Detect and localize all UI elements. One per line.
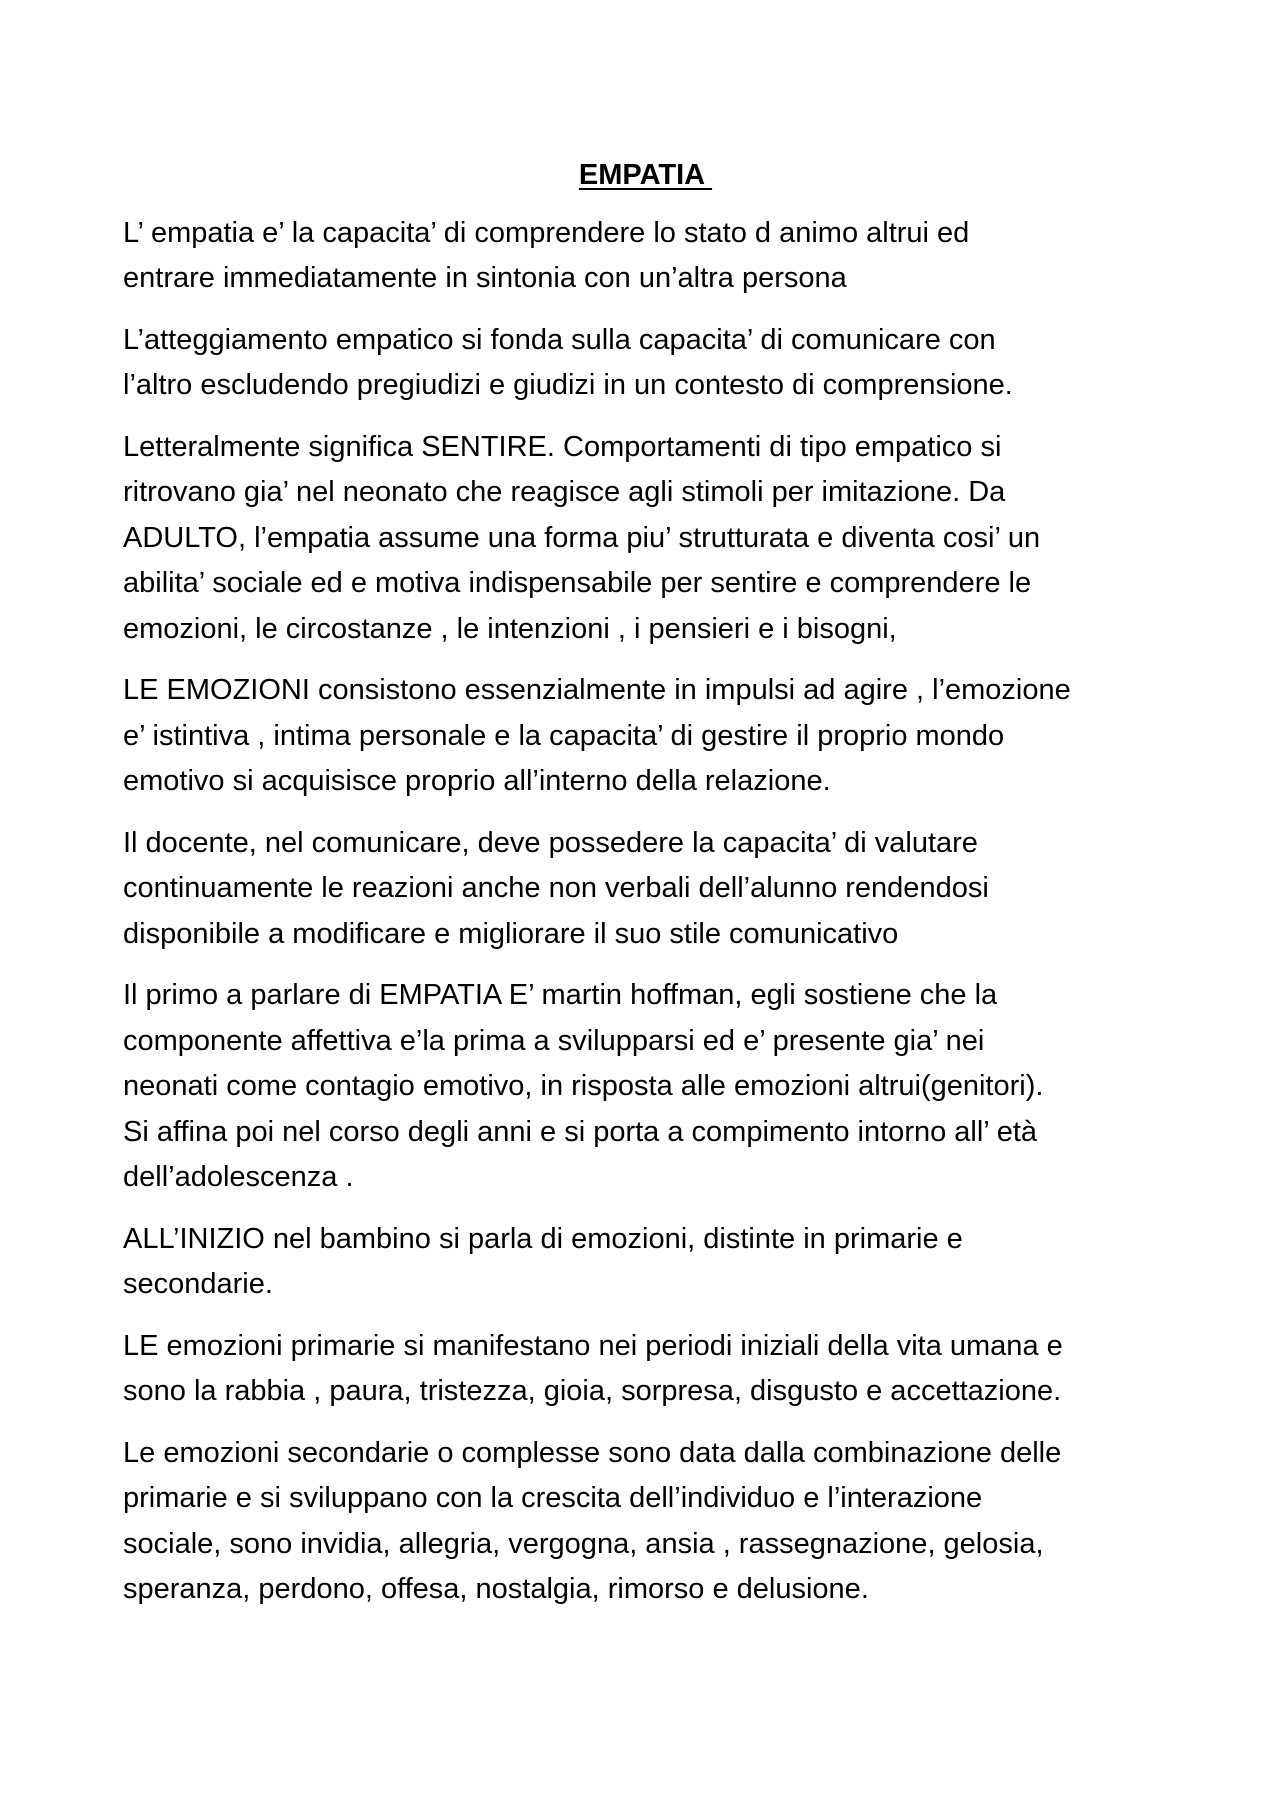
text-line: l’altro escludendo pregiudizi e giudizi in un contesto di comprensione. [123, 369, 1013, 401]
text-line: emotivo si acquisisce proprio all’interno della relazione. [123, 765, 831, 797]
text-line: L’ empatia e’ la capacita’ di comprendere lo stato d animo altrui ed [123, 216, 970, 249]
text-line: LE emozioni primarie si manifestano nei periodi iniziali della vita umana e [123, 1329, 1063, 1362]
paragraph-teacher [123, 821, 1168, 958]
text-line: componente affettiva e’la prima a svilupparsi ed e’ presente gia’ nei [123, 1024, 985, 1057]
paragraph-hoffman [123, 973, 1168, 1201]
text-line: dell’adolescenza . [123, 1161, 354, 1193]
text-line: primarie e si sviluppano con la crescita dell’individuo e l’interazione [123, 1482, 983, 1514]
text-line: LE EMOZIONI consistono essenzialmente in impulsi ad agire , l’emozione [123, 674, 1071, 706]
paragraph-primary-emotions [123, 1324, 1168, 1415]
text-line: Le emozioni secondarie o complesse sono data dalla combinazione delle [123, 1436, 1062, 1469]
paragraph-emotions [123, 668, 1168, 805]
text-line: secondarie. [123, 1268, 273, 1300]
text-line: abilita’ sociale ed e motiva indispensabile per sentire e comprendere le [123, 567, 1032, 599]
document-title: EMPATIA [578, 159, 713, 191]
paragraph-meaning [123, 425, 1168, 653]
paragraph-beginning [123, 1217, 1168, 1308]
paragraph-secondary-emotions [123, 1431, 1168, 1613]
text-line: continuamente le reazioni anche non verbali dell’alunno rendendosi [123, 872, 989, 904]
text-line: entrare immediatamente in sintonia con un’altra persona [123, 262, 847, 294]
text-line: ritrovano gia’ nel neonato che reagisce agli stimoli per imitazione. Da [123, 476, 1006, 508]
text-line: sono la rabbia , paura, tristezza, gioia, sorpresa, disgusto e accettazione. [123, 1375, 1062, 1407]
text-line: L’atteggiamento empatico si fonda sulla capacita’ di comunicare con [123, 323, 996, 356]
text-line: neonati come contagio emotivo, in risposta alle emozioni altrui(genitori). [123, 1070, 1044, 1102]
text-line: Il docente, nel comunicare, deve possedere la capacita’ di valutare [123, 826, 978, 859]
text-line: ADULTO, l’empatia assume una forma piu’ strutturata e diventa cosi’ un [123, 521, 1041, 554]
document-body [123, 153, 1168, 1629]
text-line: speranza, perdono, offesa, nostalgia, rimorso e delusione. [123, 1573, 869, 1605]
text-line: Letteralmente significa SENTIRE. Comportamenti di tipo empatico si [123, 430, 1002, 463]
text-line: Si affina poi nel corso degli anni e si porta a compimento intorno all’ età [123, 1115, 1038, 1148]
text-line: e’ istintiva , intima personale e la capacita’ di gestire il proprio mondo [123, 719, 1005, 752]
text-line: sociale, sono invidia, allegria, vergogna, ansia , rassegnazione, gelosia, [123, 1527, 1044, 1560]
paragraph-definition [123, 211, 1168, 302]
text-line: Il primo a parlare di EMPATIA E’ martin hoffman, egli sostiene che la [123, 979, 998, 1011]
text-line: disponibile a modificare e migliorare il suo stile comunicativo [123, 917, 899, 950]
text-line: emozioni, le circostanze , le intenzioni , i pensieri e i bisogni, [123, 612, 897, 645]
text-line: ALL’INIZIO nel bambino si parla di emozioni, distinte in primarie e [123, 1222, 963, 1255]
paragraph-attitude [123, 318, 1168, 409]
